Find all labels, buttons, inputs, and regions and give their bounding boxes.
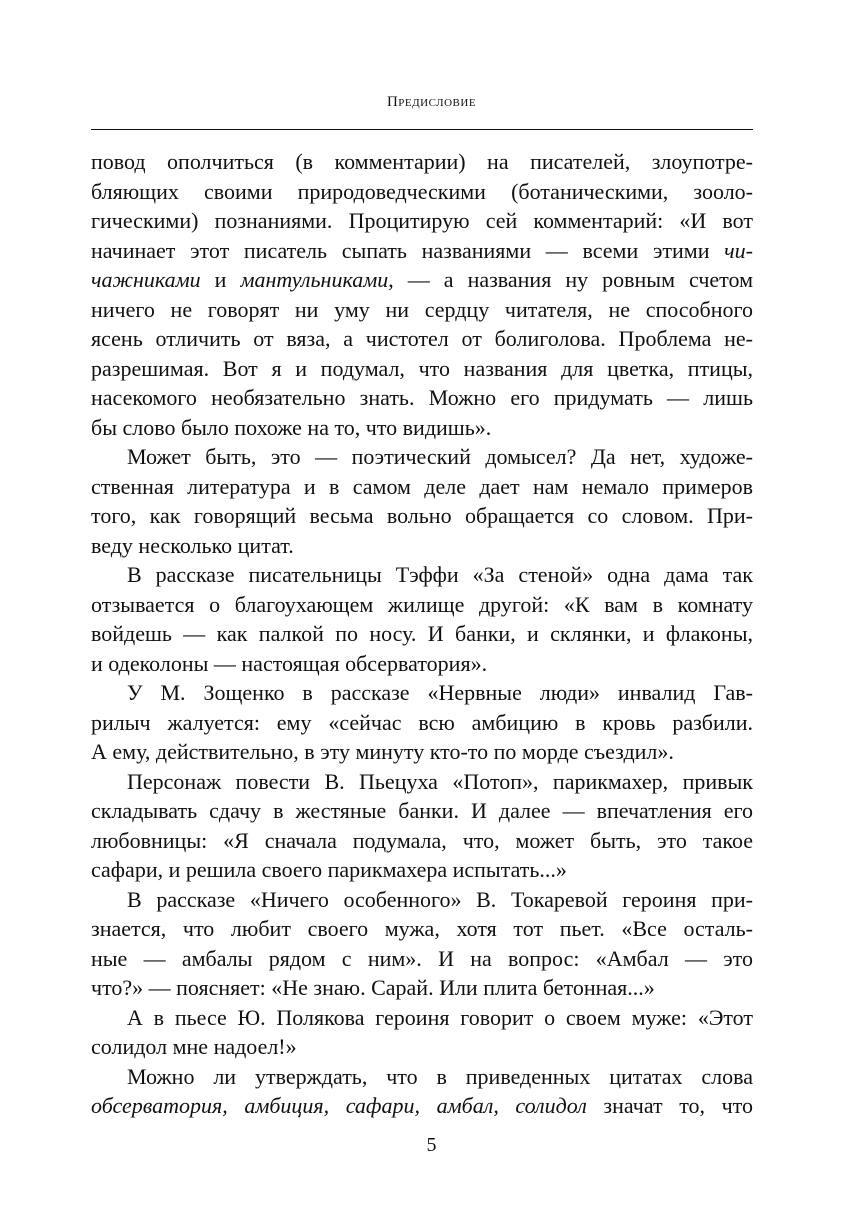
text-span: ные — амбалы рядом с ним». И на вопрос: «Амбал — это (91, 945, 753, 971)
text-span: В рассказе писательницы Тэффи «За стеной» одна дама так (127, 562, 753, 587)
text-line (91, 826, 753, 856)
text-span: начинает этот писатель сыпать названиями — всеми этими (91, 237, 725, 263)
text-line (91, 295, 753, 325)
text-line (91, 560, 753, 590)
text-span: ясень отличить от вяза, а чистотел от болиголова. Проблема не- (91, 326, 753, 351)
text-line (91, 678, 753, 708)
text-line (91, 265, 753, 295)
text-span: складывать сдачу в жестяные банки. И далее — впечатления его (91, 798, 753, 823)
text-line (91, 708, 753, 738)
text-span: бляющих своими природоведческими (ботаническими, зооло- (91, 178, 753, 204)
text-line (91, 501, 753, 531)
text-line (91, 619, 753, 649)
text-span: А ему, действительно, в эту минуту кто-то по морде съездил». (91, 739, 674, 764)
text-line (91, 737, 753, 767)
text-line (91, 383, 753, 413)
text-line (91, 796, 753, 826)
text-span: , — а названия ну ровным счетом (388, 267, 753, 292)
text-span: ственная литература и в самом деле дает нам немало примеров (91, 473, 753, 499)
text-line (91, 885, 753, 915)
text-span: бы слово было похоже на то, что видишь». (91, 414, 492, 440)
text-span: повод ополчиться (в комментарии) на писателей, злоупотре- (91, 149, 753, 174)
text-line (91, 767, 753, 797)
text-span: и (200, 267, 241, 292)
text-line (91, 1091, 753, 1121)
text-line (91, 590, 753, 620)
text-line (91, 354, 753, 384)
text-line (91, 206, 753, 236)
text-line (91, 147, 753, 177)
header-rule (91, 129, 753, 130)
text-span: отзывается о благоухающем жилище другой: «К вам в комнату (91, 591, 753, 617)
text-span: значат то, что (586, 1093, 753, 1118)
text-span: знается, что любит своего мужа, хотя тот пьет. «Все осталь- (91, 916, 753, 941)
text-span: любовницы: «Я сначала подумала, что, может быть, это такое (91, 827, 753, 853)
text-line (91, 413, 753, 443)
text-line (91, 236, 753, 266)
text-line (91, 442, 753, 472)
text-span: того, как говорящий весьма вольно обращается со словом. При- (91, 503, 753, 528)
text-line (91, 973, 753, 1003)
running-head: Предисловие (386, 94, 477, 110)
text-line (91, 531, 753, 561)
text-span: разрешимая. Вот я и подумал, что названия для цветка, птицы, (91, 355, 753, 381)
text-span: насекомого необязательно знать. Можно его придумать — лишь (91, 385, 753, 410)
text-line (91, 914, 753, 944)
text-span: войдешь — как палкой по носу. И банки, и склянки, и флаконы, (91, 621, 753, 646)
italic-text: мантульниками (240, 267, 389, 292)
text-span: веду несколько цитат. (91, 532, 294, 558)
page-number: 5 (426, 1134, 437, 1156)
text-span: гическими) познаниями. Процитирую сей комментарий: «И вот (91, 208, 753, 233)
text-span: солидол мне надоел!» (91, 1034, 297, 1059)
text-span: Можно ли утверждать, что в приведенных цитатах слова (127, 1063, 753, 1089)
text-line (91, 1003, 753, 1033)
text-line (91, 177, 753, 207)
italic-text: обсерватория, амбиция, сафари, амбал, солидол (91, 1093, 587, 1118)
italic-text: чажниками (91, 267, 201, 292)
text-span: что?» — поясняет: «Не знаю. Сарай. Или плита бетонная...» (91, 975, 655, 1000)
text-span: У М. Зощенко в рассказе «Нервные люди» инвалид Гав- (127, 680, 753, 705)
text-line (91, 472, 753, 502)
text-span: и одеколоны — настоящая обсерватория». (91, 650, 488, 676)
text-span: В рассказе «Ничего особенного» В. Токаревой героиня при- (127, 886, 753, 912)
text-span: сафари, и решила своего парикмахера испытать...» (91, 857, 567, 882)
text-span: Может быть, это — поэтический домысел? Да нет, художе- (127, 444, 753, 469)
text-line (91, 649, 753, 679)
text-line (91, 1032, 753, 1062)
body-text (91, 147, 753, 1121)
text-span: Персонаж повести В. Пьецуха «Потоп», парикмахер, привык (127, 768, 753, 794)
text-span: рилыч жалуется: ему «сейчас всю амбицию в кровь разбили. (91, 709, 753, 735)
text-line (91, 324, 753, 354)
italic-text: чи- (724, 237, 753, 263)
text-span: А в пьесе Ю. Полякова героиня говорит о своем муже: «Этот (127, 1004, 753, 1030)
text-line (91, 944, 753, 974)
text-line (91, 855, 753, 885)
text-line (91, 1062, 753, 1092)
text-span: ничего не говорят ни уму ни сердцу читателя, не способного (91, 296, 753, 322)
